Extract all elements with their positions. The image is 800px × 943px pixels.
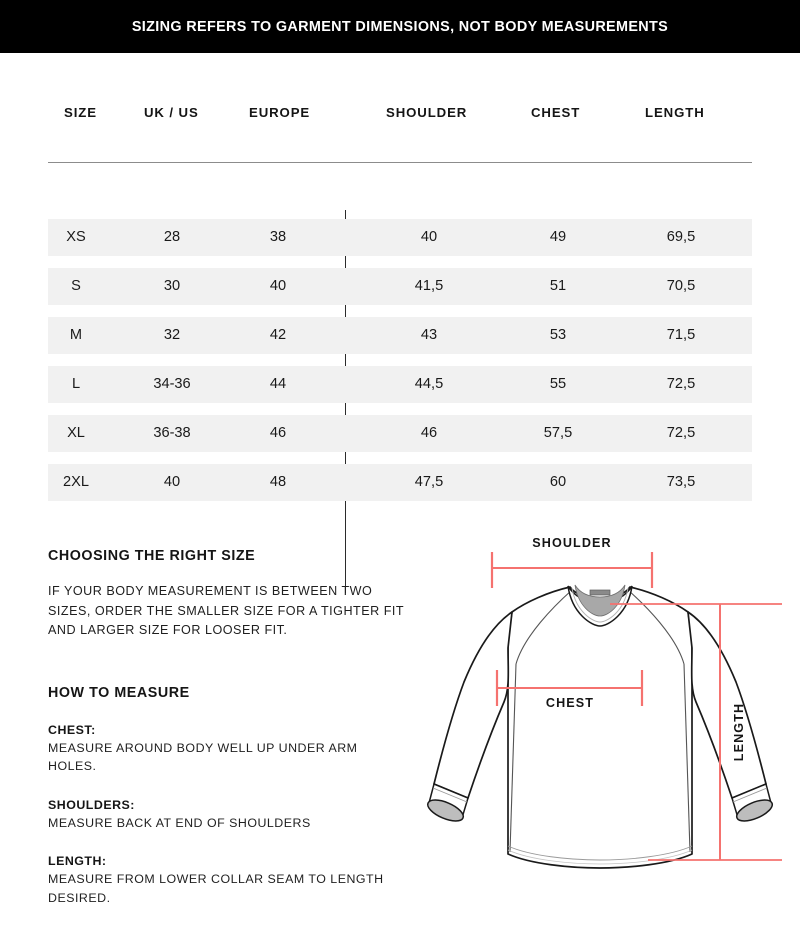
column-header-length: LENGTH [645,105,705,120]
choosing-body-line-1: IF YOUR BODY MEASUREMENT IS BETWEEN TWO [48,584,373,598]
cell-europe: 42 [269,327,287,343]
cell-size: S [71,278,81,294]
cell-uk-us: 36-38 [153,425,191,441]
table-row [48,415,752,452]
cell-shoulder: 46 [420,425,438,441]
measure-group-shoulders [48,796,408,833]
choosing-body-line-3: AND LARGER SIZE FOR LOOSER FIT. [48,623,288,637]
measure-text-shoulders: MEASURE BACK AT END OF SHOULDERS [48,815,311,830]
cell-length: 72,5 [666,425,696,441]
measure-label-chest: CHEST: [48,722,96,737]
cell-size: 2XL [63,474,89,490]
choosing-right-size-body [48,582,408,641]
cell-europe: 44 [269,376,287,392]
shoulder-dimension-label: SHOULDER [532,536,612,550]
length-dimension-label: LENGTH [732,702,746,762]
cell-shoulder: 47,5 [414,474,444,490]
table-row [48,268,752,305]
cell-size: L [71,376,81,392]
measure-label-length: LENGTH: [48,854,107,868]
garment-measurement-diagram [420,530,800,930]
column-header-size: SIZE [64,105,97,120]
measure-label-shoulders: SHOULDERS: [48,797,135,812]
cell-length: 70,5 [666,278,696,294]
shoulder-dimension-line [492,552,652,588]
cell-chest: 49 [549,229,567,245]
cell-length: 69,5 [666,229,696,245]
info-column [48,548,408,907]
cell-chest: 55 [549,376,567,392]
cell-size: M [69,327,83,343]
banner-text: SIZING REFERS TO GARMENT DIMENSIONS, NOT BODY MEASUREMENTS [131,18,669,35]
header-divider-rule [48,162,752,163]
cell-shoulder: 43 [420,327,438,343]
cell-shoulder: 40 [420,229,438,245]
cell-length: 73,5 [666,474,696,490]
cell-chest: 53 [549,327,567,343]
measure-group-chest [48,721,408,776]
column-header-europe: EUROPE [249,105,311,120]
choosing-right-size-title: CHOOSING THE RIGHT SIZE [48,548,256,564]
column-header-uk-us: UK / US [144,105,199,120]
column-header-shoulder: SHOULDER [386,105,468,120]
cell-size: XL [67,425,85,441]
cell-europe: 38 [269,229,287,245]
table-header-row [48,95,752,163]
cell-chest: 51 [549,278,567,294]
cell-chest: 57,5 [543,425,573,441]
cell-length: 72,5 [666,376,696,392]
cell-uk-us: 34-36 [153,376,191,392]
measure-text-length-line-1: MEASURE FROM LOWER COLLAR SEAM TO LENGTH [48,872,384,886]
garment-illustration [425,585,775,868]
measure-text-length-line-2: DESIRED. [48,890,111,905]
choosing-body-line-2: SIZES, ORDER THE SMALLER SIZE FOR A TIGHTER FIT [48,603,405,618]
column-header-chest: CHEST [531,105,581,120]
table-row [48,464,752,501]
cell-size: XS [66,229,86,245]
header-banner [0,0,800,53]
measure-group-length [48,852,408,907]
table-row [48,219,752,256]
cell-uk-us: 28 [163,229,181,245]
cell-europe: 48 [269,474,287,490]
measure-text-length [48,870,408,907]
cell-uk-us: 32 [163,327,181,343]
table-row [48,366,752,403]
cell-length: 71,5 [666,327,696,343]
table-row [48,317,752,354]
cell-shoulder: 44,5 [414,376,444,392]
cell-europe: 46 [269,425,287,441]
cell-shoulder: 41,5 [414,278,444,294]
cell-uk-us: 30 [163,278,181,294]
cell-uk-us: 40 [163,474,181,490]
measure-text-chest: MEASURE AROUND BODY WELL UP UNDER ARM HOLES. [48,740,358,773]
size-chart-table [48,95,752,490]
chest-dimension-label: CHEST [545,696,595,710]
how-to-measure-title: HOW TO MEASURE [48,684,190,701]
cell-europe: 40 [269,278,287,294]
cell-chest: 60 [549,474,567,490]
